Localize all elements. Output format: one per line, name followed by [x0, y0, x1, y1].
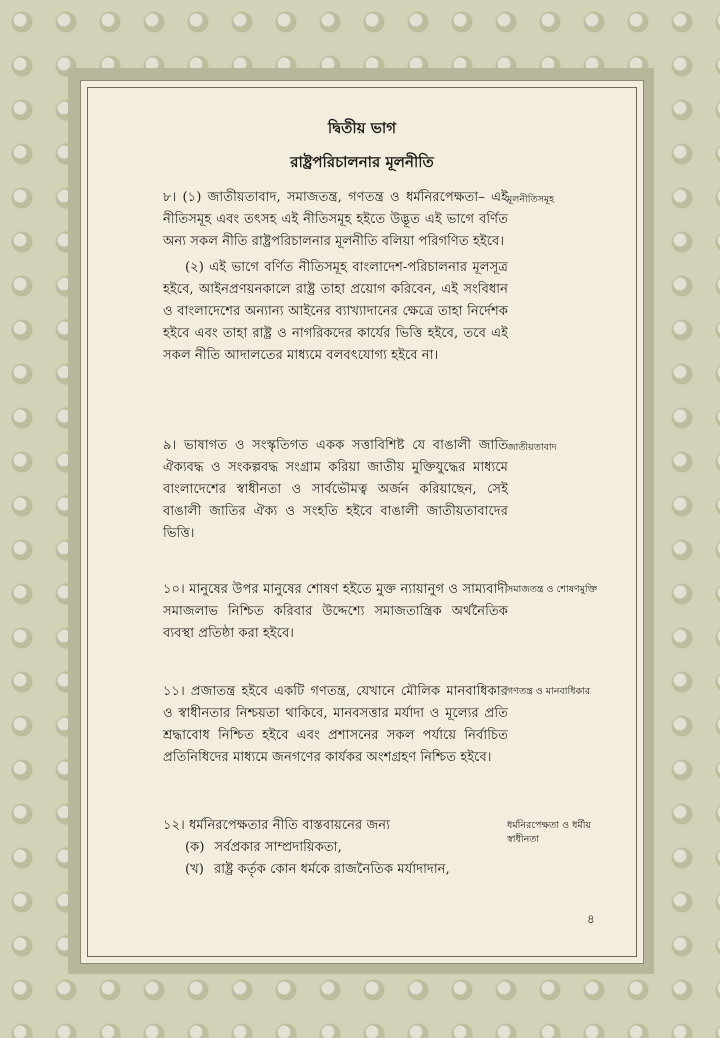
margin-note-9: জাতীয়তাবাদ [507, 442, 557, 453]
part-subtitle: রাষ্ট্রপরিচালনার মূলনীতি [290, 153, 434, 171]
article-12-text: ১২। ধর্মনিরপেক্ষতার নীতি বাস্তবায়নের জন্য [163, 818, 390, 833]
article-12 [163, 815, 508, 881]
margin-note-12: ধর্মনিরপেক্ষতা ও ধর্মীয় স্বাধীনতা [507, 820, 592, 845]
article-8 [163, 187, 508, 367]
list-text: সর্বপ্রকার সাম্প্রদায়িকতা, [214, 840, 342, 855]
list-text: রাষ্ট্র কর্তৃক কোন ধর্মকে রাজনৈতিক মর্যাদাদান, [213, 862, 450, 877]
article-10 [163, 579, 508, 645]
page-number: ৪ [587, 912, 595, 926]
article-8-clause-2: (২) এই ভাগে বর্ণিত নীতিসমূহ বাংলাদেশ-পরিচালনার মূলসূত্র হইবে, আইনপ্রণয়নকালে রাষ্ট্র তাহা প্রয়োগ করিবেন, এই সংবিধান ও বাংলাদেশের অন্যান্য আইনের ব্যাখ্যাদানের ক্ষেত্রে তাহা নির্দেশক হইবে এবং তাহা রাষ্ট্র ও নাগরিকদের কার্যের ভিত্তি হইবে, তবে এই সকল নীতি আদালতের মাধ্যমে বলবৎযোগ্য হইবে না। [163, 260, 508, 363]
list-marker: (খ) [185, 862, 204, 877]
margin-note-8: মূলনীতিসমূহ [507, 194, 555, 205]
list-marker: (ক) [185, 840, 205, 855]
article-8-clause-1: ৮। (১) জাতীয়তাবাদ, সমাজতন্ত্র, গণতন্ত্র ও ধর্মনিরপেক্ষতা– এই নীতিসমূহ এবং তৎসহ এই নীতিসমূহ হইতে উদ্ভূত এই ভাগে বর্ণিত অন্য সকল নীতি রাষ্ট্রপরিচালনার মূলনীতি বলিয়া পরিগণিত হইবে। [163, 190, 508, 249]
article-9 [163, 435, 508, 545]
margin-note-11: গণতন্ত্র ও মানবাধিকার [507, 686, 591, 697]
list-item [185, 859, 508, 881]
margin-note-10: সমাজতন্ত্র ও শোষণমুক্তি [507, 584, 597, 595]
document-page [80, 80, 644, 964]
article-11 [163, 681, 508, 769]
list-item [185, 837, 508, 859]
article-11-text: ১১। প্রজাতন্ত্র হইবে একটি গণতন্ত্র, যেখানে মৌলিক মানবাধিকার ও স্বাধীনতার নিশ্চয়তা থাকিবে, মানবসত্তার মর্যাদা ও মূল্যের প্রতি শ্রদ্ধাবোধ নিশ্চিত হইবে এবং প্রশাসনের সকল পর্যায়ে নির্বাচিত প্রতিনিধিদের মাধ্যমে জনগণের কার্যকর অংশগ্রহণ নিশ্চিত হইবে। [163, 684, 508, 765]
article-10-text: ১০। মানুষের উপর মানুষের শোষণ হইতে মুক্ত ন্যায়ানুগ ও সাম্যবাদী সমাজলাভ নিশ্চিত করিবার উদ্দেশ্যে সমাজতান্ত্রিক অর্থনৈতিক ব্যবস্থা প্রতিষ্ঠা করা হইবে। [163, 582, 508, 641]
article-9-text: ৯। ভাষাগত ও সংস্কৃতিগত একক সত্তাবিশিষ্ট যে বাঙালী জাতি ঐক্যবদ্ধ ও সংকল্পবদ্ধ সংগ্রাম করিয়া জাতীয় মুক্তিযুদ্ধের মাধ্যমে বাংলাদেশের স্বাধীনতা ও সার্বভৌমত্ব অর্জন করিয়াছেন, সেই বাঙালী জাতির ঐক্য ও সংহতি হইবে বাঙালী জাতীয়তাবাদের ভিত্তি। [163, 438, 508, 541]
part-title: দ্বিতীয় ভাগ [327, 119, 397, 137]
